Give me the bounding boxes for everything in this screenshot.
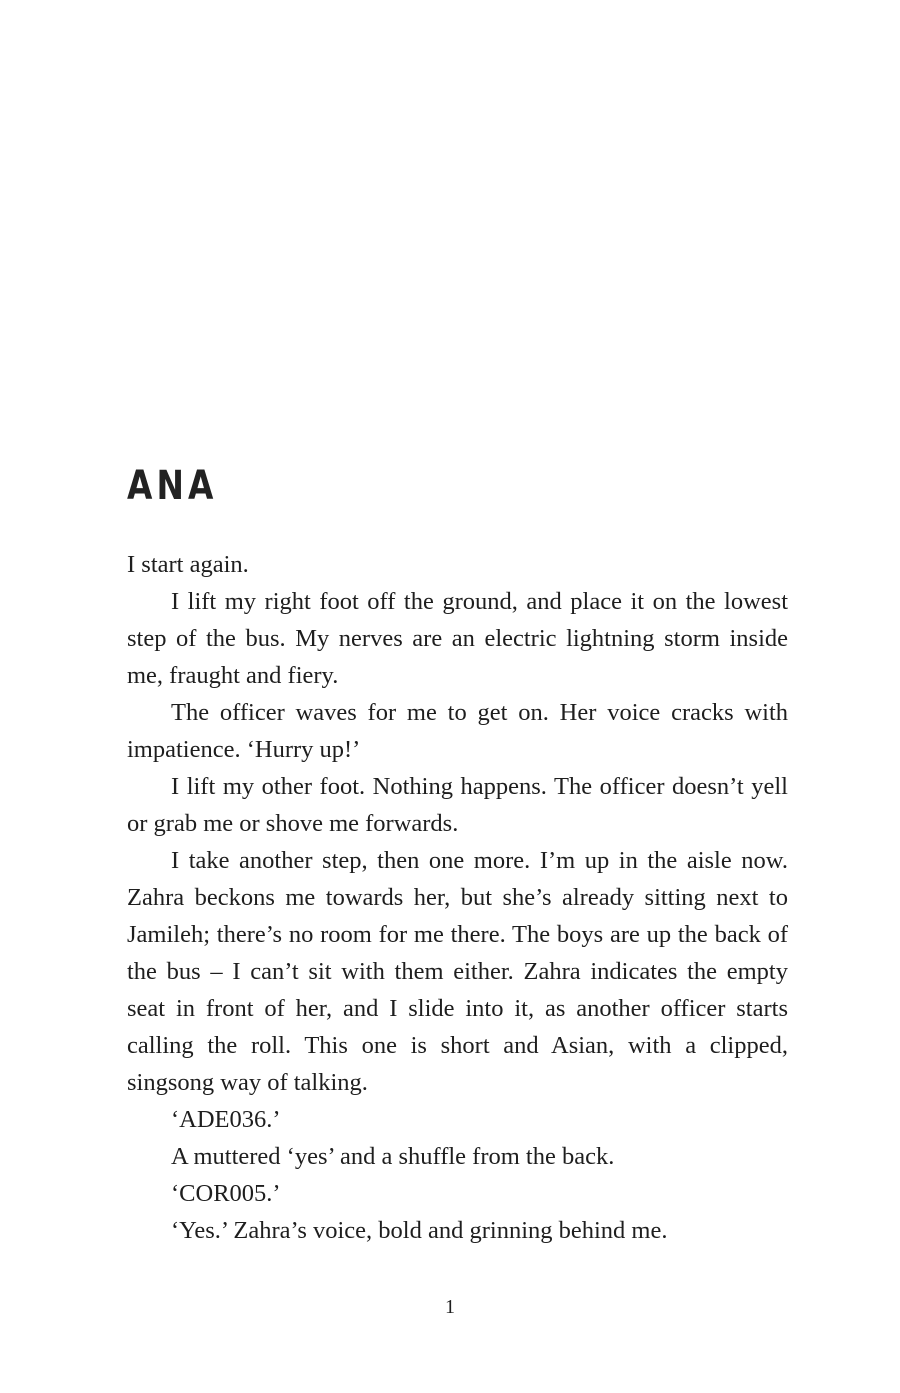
paragraph: I take another step, then one more. I’m up in the aisle now. Zahra beckons me towards her, but she’s already sitting next to Jamileh; there’s no room for me there. The boys are up the back of the bus – I can’t sit with them either. Zahra indicates the empty seat in front of her, and I slide into it, as another officer starts calling the roll. This one is short and Asian, with a clipped, singsong way of talking. [127,847,788,1096]
paragraph: ‘ADE036.’ [171,1106,281,1133]
paragraph: A muttered ‘yes’ and a shuffle from the back. [171,1143,615,1170]
chapter-title: ANA [127,463,218,509]
paragraph: I lift my right foot off the ground, and place it on the lowest step of the bus. My nerves are an electric lightning storm inside me, fraught and fiery. [127,588,788,689]
paragraph: The officer waves for me to get on. Her voice cracks with impatience. ‘Hurry up!’ [127,699,788,763]
chapter-body [127,546,788,1249]
paragraph: I start again. [127,551,249,578]
page-number: 1 [445,1296,455,1318]
paragraph: ‘Yes.’ Zahra’s voice, bold and grinning behind me. [171,1217,668,1244]
paragraph: ‘COR005.’ [171,1180,281,1207]
paragraph: I lift my other foot. Nothing happens. The officer doesn’t yell or grab me or shove me forwards. [127,773,788,837]
